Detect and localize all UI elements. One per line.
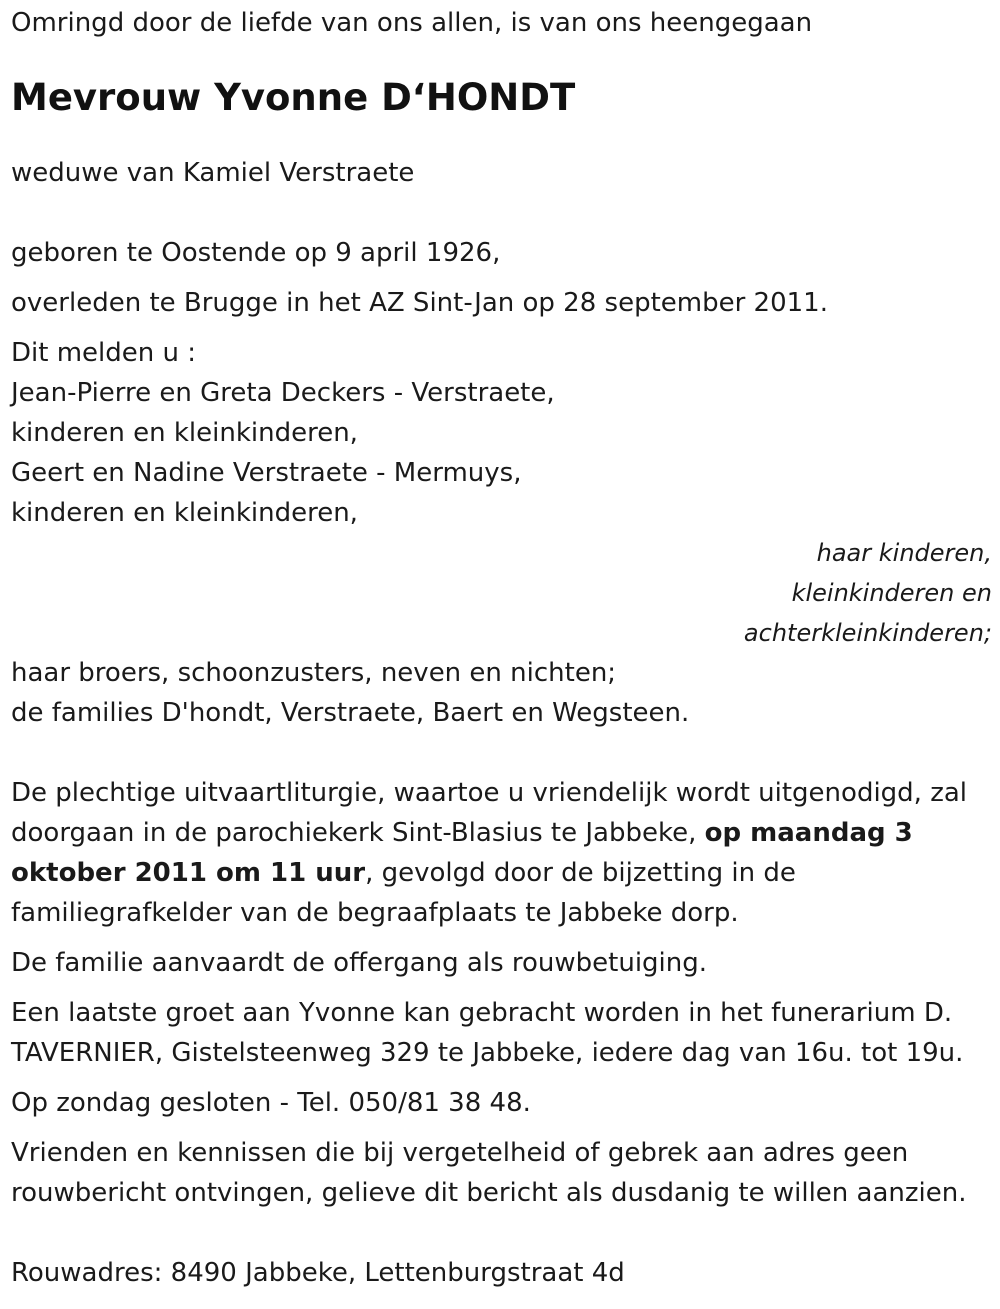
funeral-date: op maandag 3 oktober 2011 om 11 uur xyxy=(11,818,913,888)
funeral-text-after: , gevolgd door de bijzetting in de familiegrafkelder van de begraafplaats te Jabbeke dorp. xyxy=(11,858,796,928)
offering-text: De familie aanvaardt de offergang als rouwbetuiging. xyxy=(11,948,708,978)
deceased-name: Mevrouw Yvonne D‘HONDT xyxy=(11,76,576,119)
announcers-heading: Dit melden u : xyxy=(11,338,196,368)
death-text: overleden te Brugge in het AZ Sint-Jan op 28 september 2011. xyxy=(11,288,828,318)
announcer-line: kinderen en kleinkinderen, xyxy=(11,418,358,448)
relation-line: kleinkinderen en xyxy=(791,579,992,607)
mourning-address: Rouwadres: 8490 Jabbeke, Lettenburgstraat 4d xyxy=(11,1258,625,1288)
notice-text: Vrienden en kennissen die bij vergetelheid of gebrek aan adres geen rouwbericht ontvingen, gelieve dit bericht als dusdanig te willen aanzien. xyxy=(11,1138,967,1208)
announcer-line: kinderen en kleinkinderen, xyxy=(11,498,358,528)
announcer-line: Jean-Pierre en Greta Deckers - Verstraete, xyxy=(11,378,555,408)
extended-family-line: haar broers, schoonzusters, neven en nichten; xyxy=(11,658,617,688)
widow-text: weduwe van Kamiel Verstraete xyxy=(11,158,415,188)
closed-text: Op zondag gesloten - Tel. 050/81 38 48. xyxy=(11,1088,531,1118)
relation-line: achterkleinkinderen; xyxy=(743,619,992,647)
intro-text: Omringd door de liefde van ons allen, is van ons heengegaan xyxy=(11,8,813,38)
funeral-text-before: De plechtige uitvaartliturgie, waartoe u vriendelijk wordt uitgenodigd, zal doorgaan in de parochiekerk Sint-Blasius te Jabbeke, xyxy=(11,778,968,848)
relation-line: haar kinderen, xyxy=(816,539,992,567)
announcer-line: Geert en Nadine Verstraete - Mermuys, xyxy=(11,458,522,488)
obituary-document xyxy=(11,3,996,1293)
viewing-text: Een laatste groet aan Yvonne kan gebracht worden in het funerarium D. TAVERNIER, Gistelsteenweg 329 te Jabbeke, iedere dag van 16u. tot 19u. xyxy=(11,998,964,1068)
extended-family-line: de families D'hondt, Verstraete, Baert en Wegsteen. xyxy=(11,698,690,728)
funeral-paragraph xyxy=(11,773,996,933)
birth-text: geboren te Oostende op 9 april 1926, xyxy=(11,238,501,268)
